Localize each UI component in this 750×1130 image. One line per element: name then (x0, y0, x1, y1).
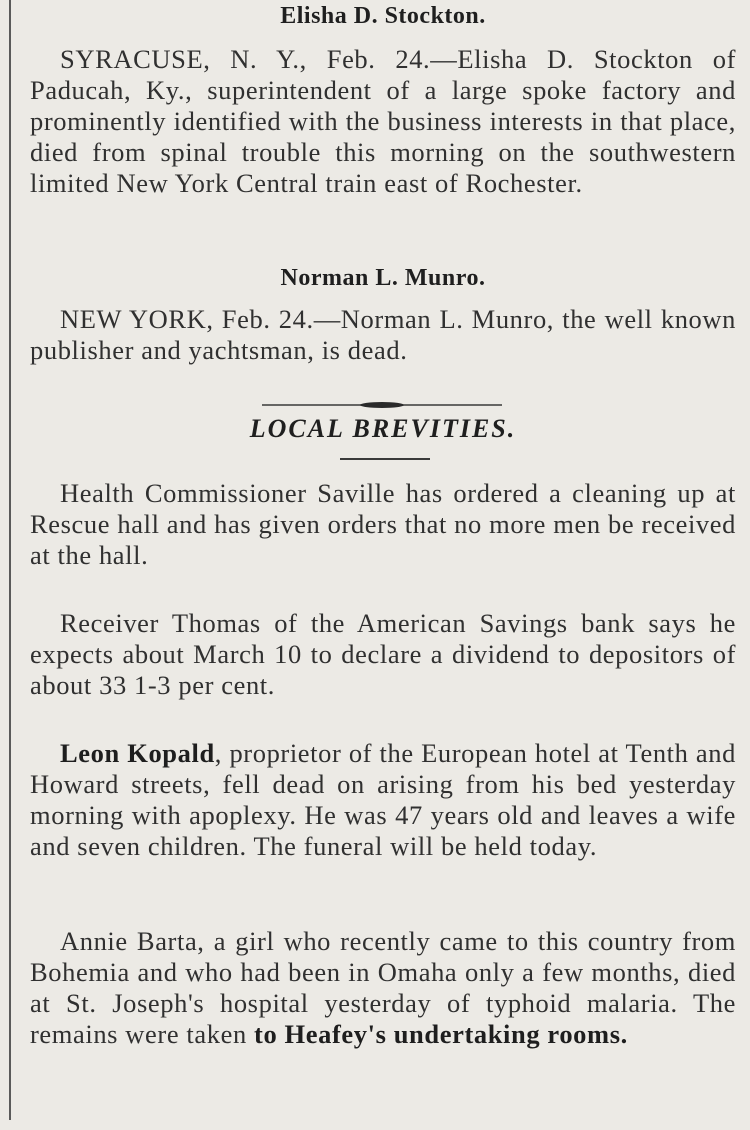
brevity-item: Health Commissioner Saville has ordered a cleaning up at Rescue hall and has given orders that no more men be received at the hall. (30, 478, 736, 570)
obituary-text-stockton: SYRACUSE, N. Y., Feb. 24.—Elisha D. Stockton of Paducah, Ky., superintendent of a large spoke factory and prominently identified with the business interests in that place, died from spinal trouble this morning on the southwestern limited New York Central train east of Rochester. (30, 44, 736, 198)
ornamental-divider (262, 402, 502, 408)
brevity-item (30, 926, 736, 1050)
obituary-text-munro: NEW YORK, Feb. 24.—Norman L. Munro, the well known publisher and yachtsman, is dead. (30, 304, 736, 365)
brevity-item (30, 738, 736, 862)
column-rule (9, 0, 11, 1120)
brevity-text: Annie Barta, a girl who recently came to this country from Bohemia and who had been in Omaha only a few months, died at St. Joseph's hospital yesterday of typhoid malaria. The remains were taken (30, 926, 736, 1049)
brevity-text: , proprietor of the European hotel at Tenth and Howard streets, fell dead on arising from his bed yesterday morning with apoplexy. He was 47 years old and leaves a wife and seven children. The funeral will be held today. (30, 738, 736, 861)
brevity-tail: to Heafey's undertaking rooms. (254, 1019, 628, 1049)
brevity-lead-name: Leon Kopald (60, 738, 215, 768)
brevity-item: Receiver Thomas of the American Savings bank says he expects about March 10 to declare a dividend to depositors of about 33 1-3 per cent. (30, 608, 736, 700)
section-title: LOCAL BREVITIES. (249, 414, 517, 443)
obituary-headline-munro: Norman L. Munro. (280, 265, 486, 291)
obituary-headline-stockton: Elisha D. Stockton. (280, 3, 486, 29)
section-underline (340, 458, 430, 460)
